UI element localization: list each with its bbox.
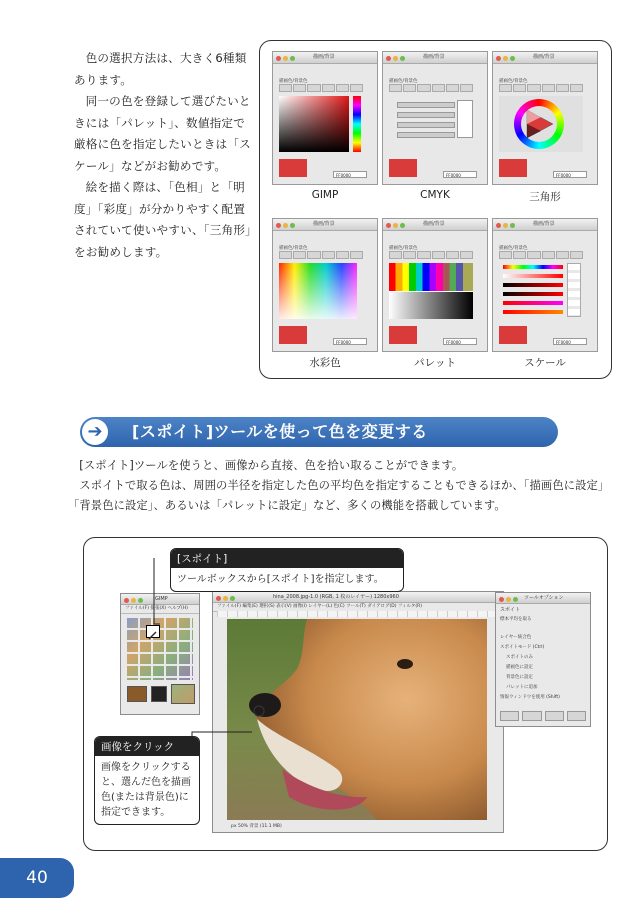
toolbox-window: GIMP ファイル(F) 拡張(X) ヘルプ(H) bbox=[120, 593, 200, 715]
intro-paragraph: 同一の色を登録して選びたいときには「パレット」、数値指定で厳格に色を指定したいときは「スケール」などがお勧めです。 bbox=[74, 94, 251, 173]
section-title: [スポイト]ツールを使って色を変更する bbox=[132, 422, 428, 441]
color-selector-gallery bbox=[259, 40, 612, 379]
watercolor-selector-thumbnail: 描画/背景 描画色/背景色 FF0000 bbox=[272, 218, 378, 352]
section-body bbox=[68, 456, 604, 516]
intro-paragraph: 絵を描く際は、「色相」と「明度」「彩度」が分かりやすく配置されていて使いやすい、「三角形」をお勧めします。 bbox=[74, 180, 252, 259]
section-paragraph: [スポイト]ツールを使うと、画像から直接、色を拾い取ることができます。 bbox=[79, 459, 464, 472]
option-sample-merged[interactable]: レイヤー統合色 bbox=[500, 635, 532, 640]
palette-selector-thumbnail: 描画/背景 描画色/背景色 FF0000 bbox=[382, 218, 488, 352]
intro-paragraph: 色の選択方法は、大きく6種類あります。 bbox=[74, 51, 247, 87]
scale-selector-thumbnail: 描画/背景 描画色/背景色 FF0000 bbox=[492, 218, 598, 352]
option-info-window[interactable]: 情報ウィンドウを使用 (Shift) bbox=[500, 695, 560, 700]
callout-click-image: 画像をクリック 画像をクリックすると、選んだ色を描画色(または背景色)に指定できます。 bbox=[94, 736, 200, 825]
option-add-to-palette[interactable]: パレットに追加 bbox=[506, 685, 538, 690]
tool-options-window: ツールオプション スポイト 標本平均を取る レイヤー統合色 スポイトモード (Ctrl) スポイトのみ 描画色に設定 背景色に設定 パレットに追加 情報ウィンドウを使用 (Shift) bbox=[495, 592, 591, 727]
section-banner bbox=[80, 417, 558, 447]
caption-watercolor: 水彩色 bbox=[309, 357, 341, 369]
option-sample-average[interactable]: 標本平均を取る bbox=[500, 617, 532, 622]
caption-cmyk: CMYK bbox=[420, 189, 450, 201]
caption-scale: スケール bbox=[524, 357, 566, 369]
callout-color-picker: [スポイト] ツールボックスから[スポイト]を指定します。 bbox=[170, 548, 404, 592]
gimp-screenshot-frame bbox=[83, 537, 608, 851]
cmyk-selector-thumbnail: 描画/背景 描画色/背景色 FF0000 bbox=[382, 51, 488, 185]
option-set-background[interactable]: 背景色に設定 bbox=[506, 675, 533, 680]
option-set-foreground[interactable]: 描画色に設定 bbox=[506, 665, 533, 670]
option-pick-only[interactable]: スポイトのみ bbox=[506, 655, 533, 660]
intro-text bbox=[74, 48, 254, 263]
gimp-selector-thumbnail: 描画/背景 描画色/背景色 FF0000 bbox=[272, 51, 378, 185]
option-mode-label: スポイトモード (Ctrl) bbox=[500, 645, 545, 650]
page-number: 40 bbox=[0, 858, 74, 898]
caption-gimp: GIMP bbox=[311, 189, 339, 201]
section-paragraph: スポイトで取る色は、周囲の半径を指定した色の平均色を指定することもできるほか、「描画色に設定」「背景色に設定」、あるいは「パレットに設定」など、多くの機能を搭載しています。 bbox=[68, 479, 604, 512]
status-bar: px 50% 背景 (11.1 MB) bbox=[231, 824, 282, 829]
image-window: hina_2008.jpg-1.0 (RGB, 1 枚のレイヤー) 1280x960 ファイル(F) 編集(E) 選択(S) 表示(V) 画像(I) レイヤー(L) 色(C) ツール(T) ダイアログ(D) フィルタ(R) px 50% 背景 (11.1 MB) bbox=[212, 591, 504, 833]
caption-palette: パレット bbox=[414, 357, 456, 369]
caption-triangle: 三角形 bbox=[529, 191, 561, 203]
arrow-right-icon: ➔ bbox=[82, 419, 108, 445]
triangle-selector-thumbnail: 描画/背景 描画色/背景色 FF0000 bbox=[492, 51, 598, 185]
